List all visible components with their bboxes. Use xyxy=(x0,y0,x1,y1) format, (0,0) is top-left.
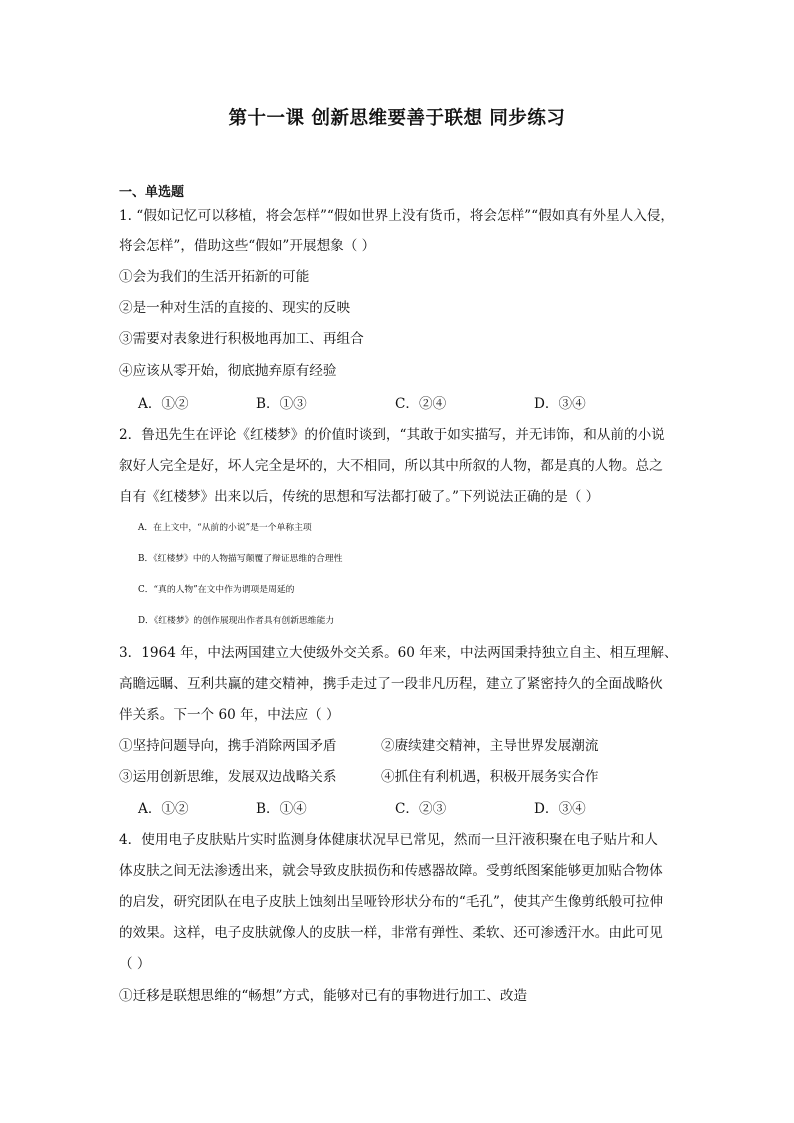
question-2-option-b: B．《红楼梦》中的人物描写颠覆了辩证思维的合理性 xyxy=(138,554,343,564)
question-3-statement-row-2 xyxy=(119,767,689,787)
question-1-option-a: A．①② xyxy=(138,396,189,412)
question-1-stem-line-2: 将会怎样”，借助这些“假如”开展想象（ ） xyxy=(119,238,376,254)
question-2-option-a: A．在上文中，“从前的小说”是一个单称主项 xyxy=(138,523,312,533)
question-4-statement-1: ①迁移是联想思维的“畅想”方式，能够对已有的事物进行加工、改造 xyxy=(119,988,528,1004)
question-1-statement-2: ②是一种对生活的直接的、现实的反映 xyxy=(119,300,351,316)
question-2-stem-line-2: 叙好人完全是好，坏人完全是坏的，大不相同，所以其中所叙的人物，都是真的人物。总之 xyxy=(119,458,663,474)
question-4-stem-line-1: 4．使用电子皮肤贴片实时监测身体健康状况早已常见，然而一旦汗液积聚在电子贴片和人 xyxy=(119,832,658,848)
question-3-stem-line-2: 高瞻远瞩、互利共赢的建交精神，携手走过了一段非凡历程，建立了紧密持久的全面战略伙 xyxy=(119,676,663,692)
question-1-option-b: B．①③ xyxy=(256,396,307,412)
question-3-option-c: C．②③ xyxy=(395,801,447,817)
question-3-statement-1: ①坚持问题导向，携手消除两国矛盾 xyxy=(119,738,337,754)
question-3-statement-2: ②赓续建交精神，主导世界发展潮流 xyxy=(381,738,599,754)
question-4-stem-line-5: （ ） xyxy=(119,956,151,972)
question-1-option-c: C．②④ xyxy=(395,396,447,412)
question-2-option-d: D．《红楼梦》的创作展现出作者具有创新思维能力 xyxy=(138,616,335,626)
question-3-stem-line-3: 伴关系。下一个 60 年，中法应（ ） xyxy=(119,707,340,723)
question-3-option-b: B．①④ xyxy=(256,801,307,817)
question-4-stem-line-2: 体皮肤之间无法渗透出来，就会导致皮肤损伤和传感器故障。受剪纸图案能够更加贴合物体 xyxy=(119,863,663,879)
question-3-stem-line-1: 3．1964 年，中法两国建立大使级外交关系。60 年来，中法两国秉持独立自主、相互理解、 xyxy=(119,645,678,661)
question-1-stem-line-1: 1. “假如记忆可以移植，将会怎样”“假如世界上没有货币，将会怎样”“假如真有外星人入侵， xyxy=(119,208,675,224)
question-3-statement-row-1 xyxy=(119,736,689,756)
question-2-stem-line-1: 2．鲁迅先生在评论《红楼梦》的价值时谈到，“其敢于如实描写，并无讳饰，和从前的小说 xyxy=(119,427,665,443)
question-4-stem-line-4: 的效果。这样，电子皮肤就像人的皮肤一样，非常有弹性、柔软、还可渗透汗水。由此可见 xyxy=(119,925,663,941)
question-3-statement-3: ③运用创新思维，发展双边战略关系 xyxy=(119,769,337,785)
question-1-option-d: D．③④ xyxy=(534,396,586,412)
question-4-stem-line-3: 的启发，研究团队在电子皮肤上蚀刻出呈哑铃形状分布的“毛孔”，使其产生像剪纸般可拉伸 xyxy=(119,894,664,910)
question-1-statement-4: ④应该从零开始，彻底抛弃原有经验 xyxy=(119,363,337,379)
question-3-option-a: A．①② xyxy=(138,801,189,817)
question-1-statement-3: ③需要对表象进行积极地再加工、再组合 xyxy=(119,331,364,347)
question-1-statement-1: ①会为我们的生活开拓新的可能 xyxy=(119,269,310,285)
question-2-option-c: C．“真的人物”在文中作为谓项是周延的 xyxy=(138,585,295,595)
page-title: 第十一课 创新思维要善于联想 同步练习 xyxy=(228,108,566,129)
question-2-stem-line-3: 自有《红楼梦》出来以后，传统的思想和写法都打破了。”下列说法正确的是（ ） xyxy=(119,489,600,505)
section-heading: 一、单选题 xyxy=(119,185,185,200)
question-3-option-d: D．③④ xyxy=(534,801,586,817)
question-3-statement-4: ④抓住有利机遇，积极开展务实合作 xyxy=(381,769,599,785)
